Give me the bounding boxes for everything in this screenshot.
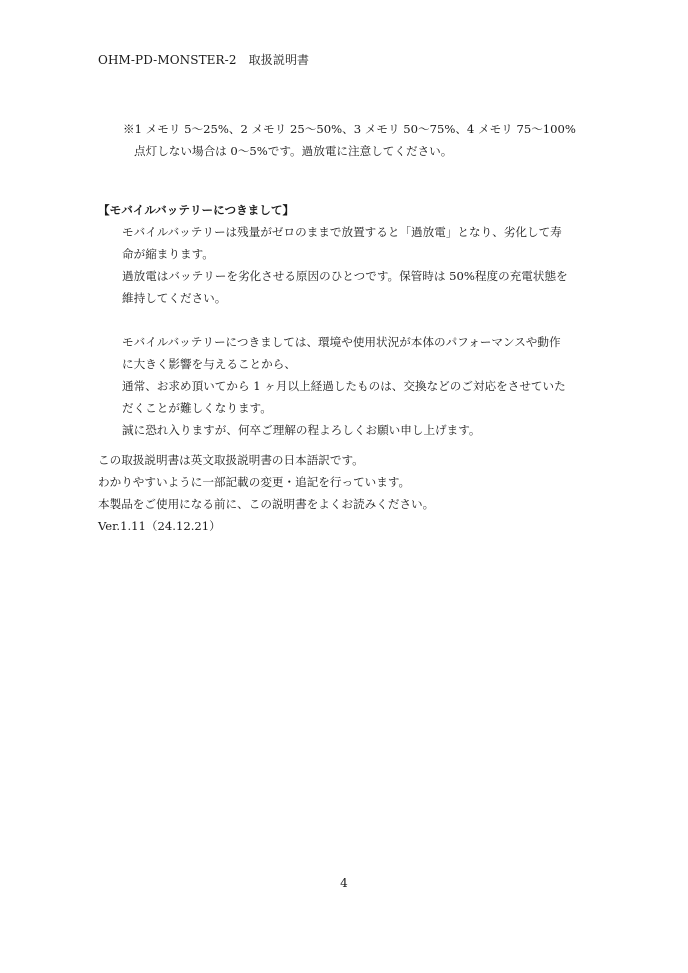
translation-notice — [98, 449, 598, 537]
paragraph-line: だくことが難しくなります。 — [122, 401, 272, 415]
paragraph-spacer — [98, 309, 598, 331]
note-line: 点灯しない場合は 0〜5%です。過放電に注意してください。 — [134, 144, 453, 158]
paragraph-over-discharge — [98, 221, 598, 309]
paragraph-line: 維持してください。 — [122, 291, 227, 305]
notice-line: わかりやすいように一部記載の変更・追記を行っています。 — [98, 475, 411, 489]
mobile-battery-section — [98, 199, 598, 441]
paragraph-line: モバイルバッテリーにつきましては、環境や使用状況が本体のパフォーマンスや動作 — [122, 335, 561, 349]
page-header: OHM-PD-MONSTER-2 取扱説明書 — [98, 53, 310, 67]
paragraph-line: 通常、お求め頂いてから 1 ヶ月以上経過したものは、交換などのご対応をさせていた — [122, 379, 566, 393]
page-number: 4 — [340, 876, 348, 890]
paragraph-exchange-policy — [98, 331, 598, 441]
notice-line: 本製品をご使用になる前に、この説明書をよくお読みください。 — [98, 497, 435, 511]
paragraph-line: 命が縮まります。 — [122, 247, 214, 261]
notice-line: この取扱説明書は英文取扱説明書の日本語訳です。 — [98, 453, 364, 467]
paragraph-line: 誠に恐れ入りますが、何卒ご理解の程よろしくお願い申し上げます。 — [122, 423, 481, 437]
paragraph-line: 過放電はバッテリーを劣化させる原因のひとつです。保管時は 50%程度の充電状態を — [122, 269, 568, 283]
paragraph-line: に大きく影響を与えることから、 — [122, 357, 296, 371]
version-line: Ver.1.11（24.12.21） — [98, 519, 221, 533]
battery-indicator-note — [123, 118, 603, 162]
note-line: ※1 メモリ 5〜25%、2 メモリ 25〜50%、3 メモリ 50〜75%、4 メモリ 75〜100% — [123, 122, 576, 136]
paragraph-line: モバイルバッテリーは残量がゼロのままで放置すると「過放電」となり、劣化して寿 — [122, 225, 562, 239]
section-title: 【モバイルバッテリーにつきまして】 — [98, 203, 295, 217]
